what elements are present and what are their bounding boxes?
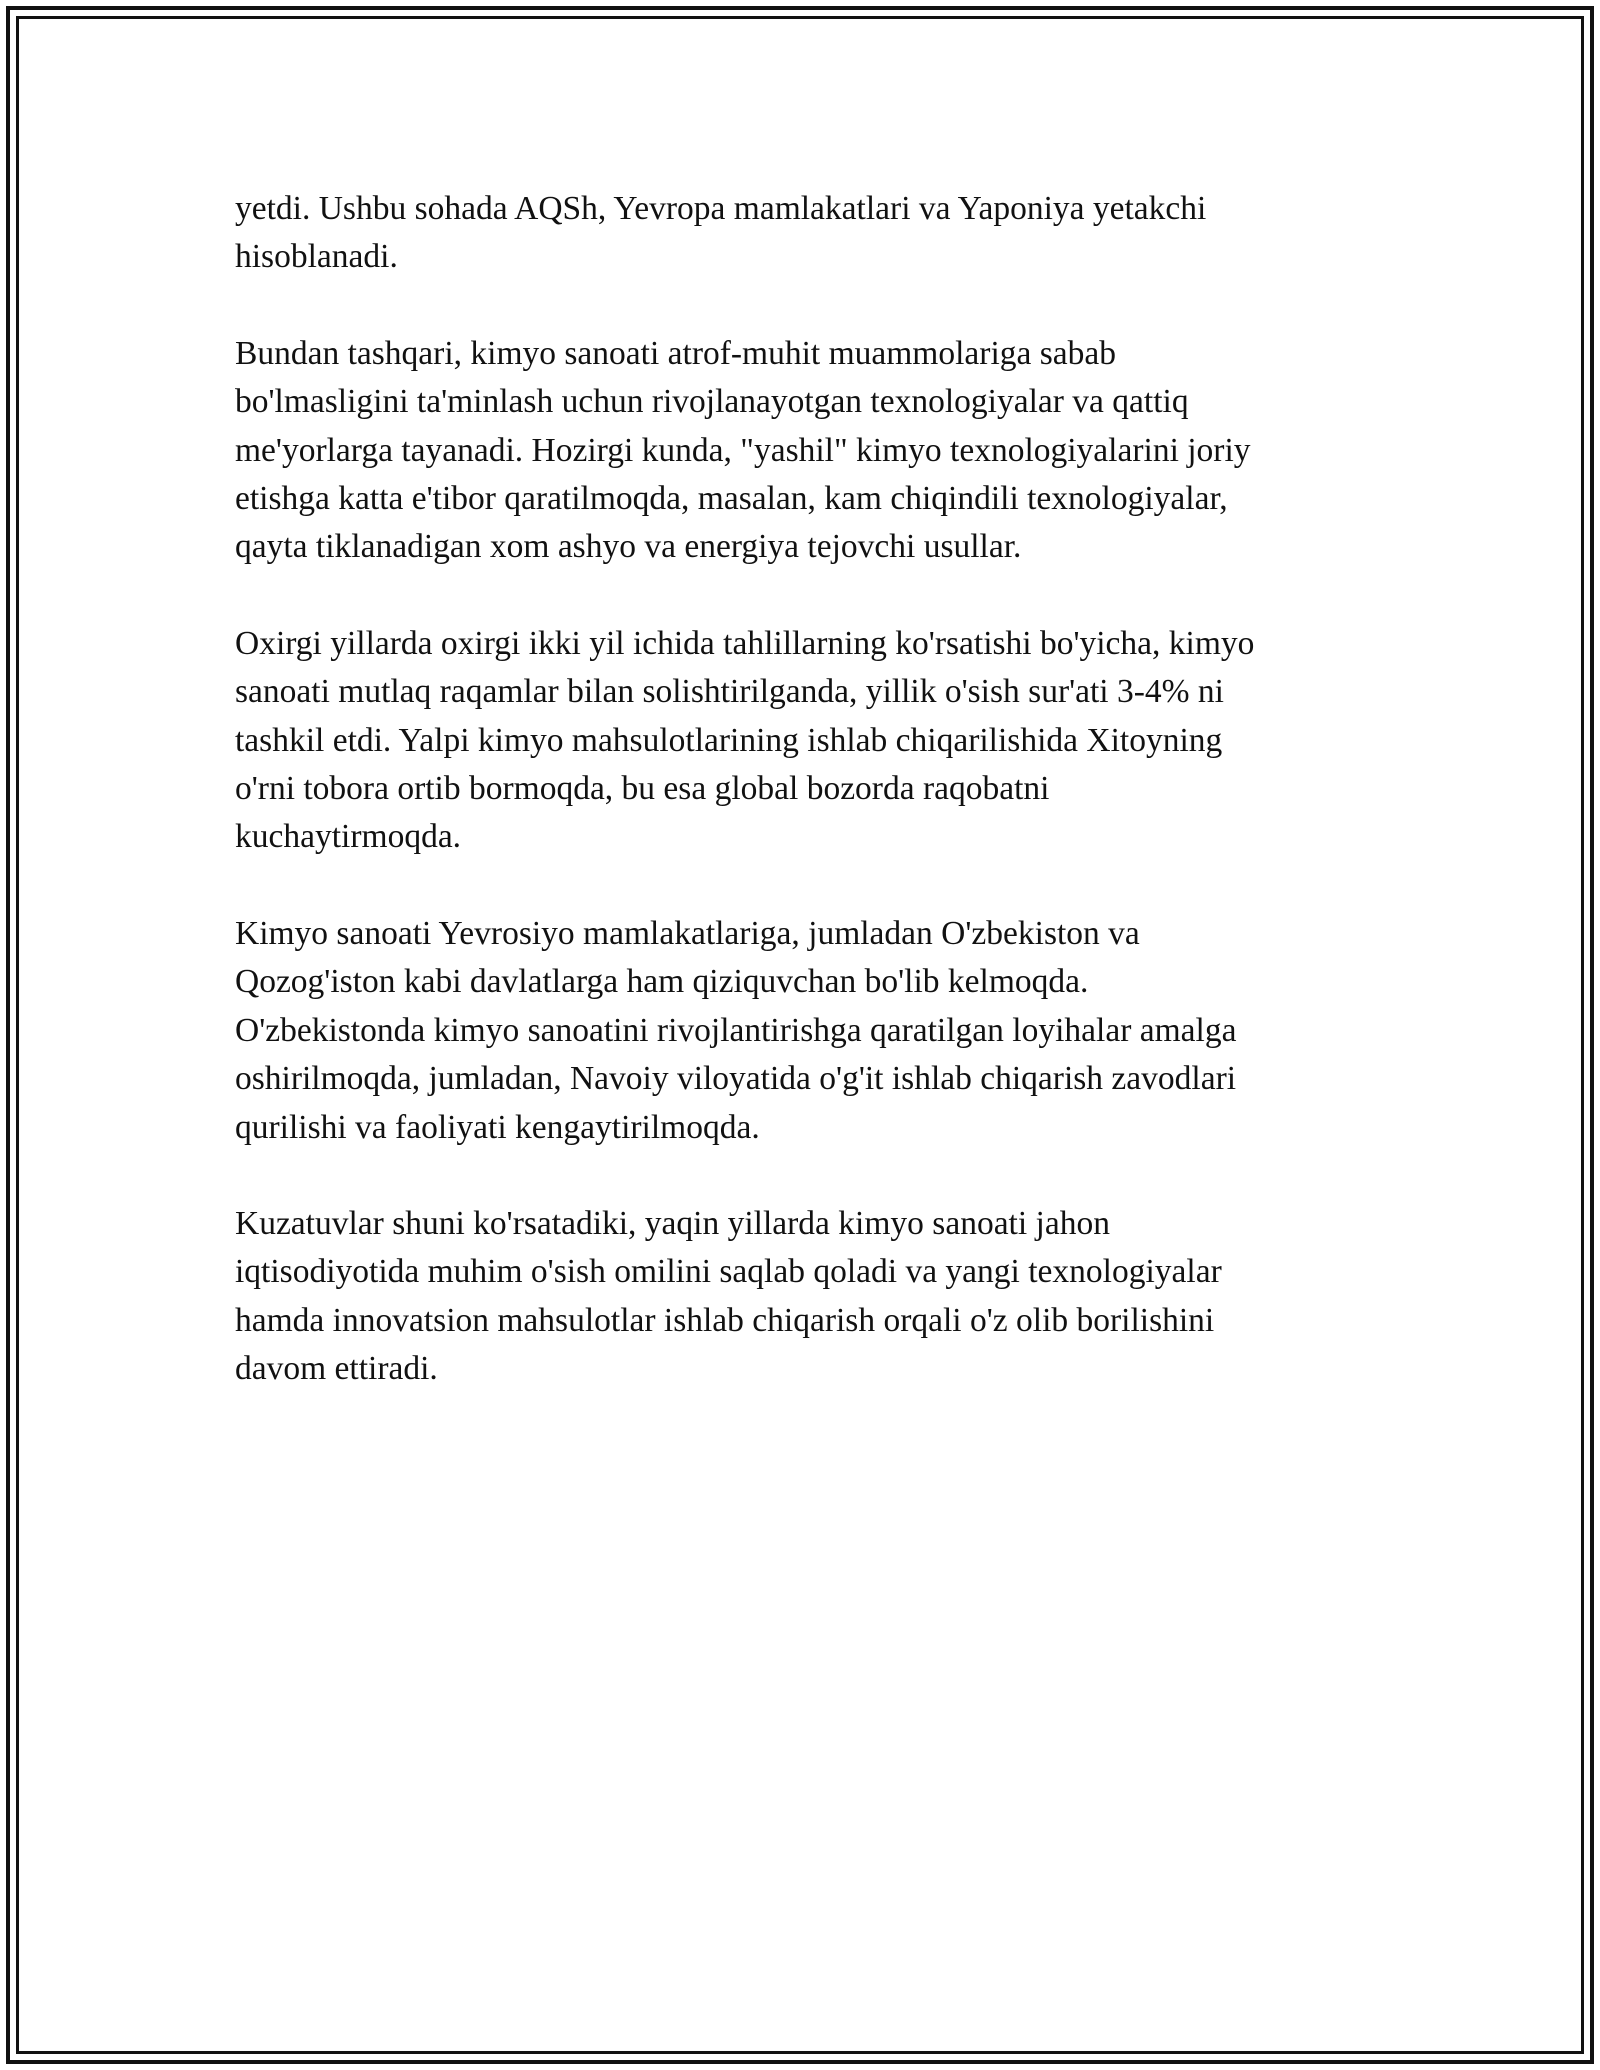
text-line: hamda innovatsion mahsulotlar ishlab chiqarish orqali o'z olib borilishini	[235, 1301, 1215, 1339]
text-line: etishga katta e'tibor qaratilmoqda, masalan, kam chiqindili texnologiyalar,	[235, 480, 1228, 518]
text-line: iqtisodiyotida muhim o'sish omilini saqlab qoladi va yangi texnologiyalar	[235, 1253, 1222, 1291]
paragraph	[235, 185, 1375, 282]
text-line: qurilishi va faoliyati kengaytirilmoqda.	[235, 1108, 760, 1146]
text-line: Kimyo sanoati Yevrosiyo mamlakatlariga, jumladan O'zbekiston va	[235, 914, 1140, 952]
paragraph	[235, 1200, 1375, 1394]
text-line: Oxirgi yillarda oxirgi ikki yil ichida tahlillarning ko'rsatishi bo'yicha, kimyo	[235, 624, 1255, 662]
text-line: tashkil etdi. Yalpi kimyo mahsulotlarining ishlab chiqarilishida Xitoyning	[235, 721, 1223, 759]
paragraph	[235, 330, 1375, 572]
text-line: O'zbekistonda kimyo sanoatini rivojlantirishga qaratilgan loyihalar amalga	[235, 1011, 1237, 1049]
text-line: me'yorlarga tayanadi. Hozirgi kunda, "yashil" kimyo texnologiyalarini joriy	[235, 431, 1251, 469]
text-line: Bundan tashqari, kimyo sanoati atrof-muhit muammolariga sabab	[235, 334, 1117, 372]
text-line: kuchaytirmoqda.	[235, 818, 462, 856]
text-line: hisoblanadi.	[235, 238, 398, 276]
text-line: o'rni tobora ortib bormoqda, bu esa global bozorda raqobatni	[235, 770, 1050, 808]
text-line: oshirilmoqda, jumladan, Navoiy viloyatida o'g'it ishlab chiqarish zavodlari	[235, 1060, 1237, 1098]
paragraph	[235, 910, 1375, 1152]
document-body	[235, 185, 1375, 1442]
text-line: bo'lmasligini ta'minlash uchun rivojlanayotgan texnologiyalar va qattiq	[235, 383, 1189, 421]
text-line: Kuzatuvlar shuni ko'rsatadiki, yaqin yillarda kimyo sanoati jahon	[235, 1204, 1110, 1242]
text-line: qayta tiklanadigan xom ashyo va energiya tejovchi usullar.	[235, 528, 1022, 566]
text-line: Qozog'iston kabi davlatlarga ham qiziquvchan bo'lib kelmoqda.	[235, 963, 1089, 1001]
text-line: sanoati mutlaq raqamlar bilan solishtirilganda, yillik o'sish sur'ati 3-4% ni	[235, 673, 1224, 711]
text-line: davom ettiradi.	[235, 1350, 438, 1388]
paragraph	[235, 620, 1375, 862]
text-line: yetdi. Ushbu sohada AQSh, Yevropa mamlakatlari va Yaponiya yetakchi	[235, 190, 1207, 227]
